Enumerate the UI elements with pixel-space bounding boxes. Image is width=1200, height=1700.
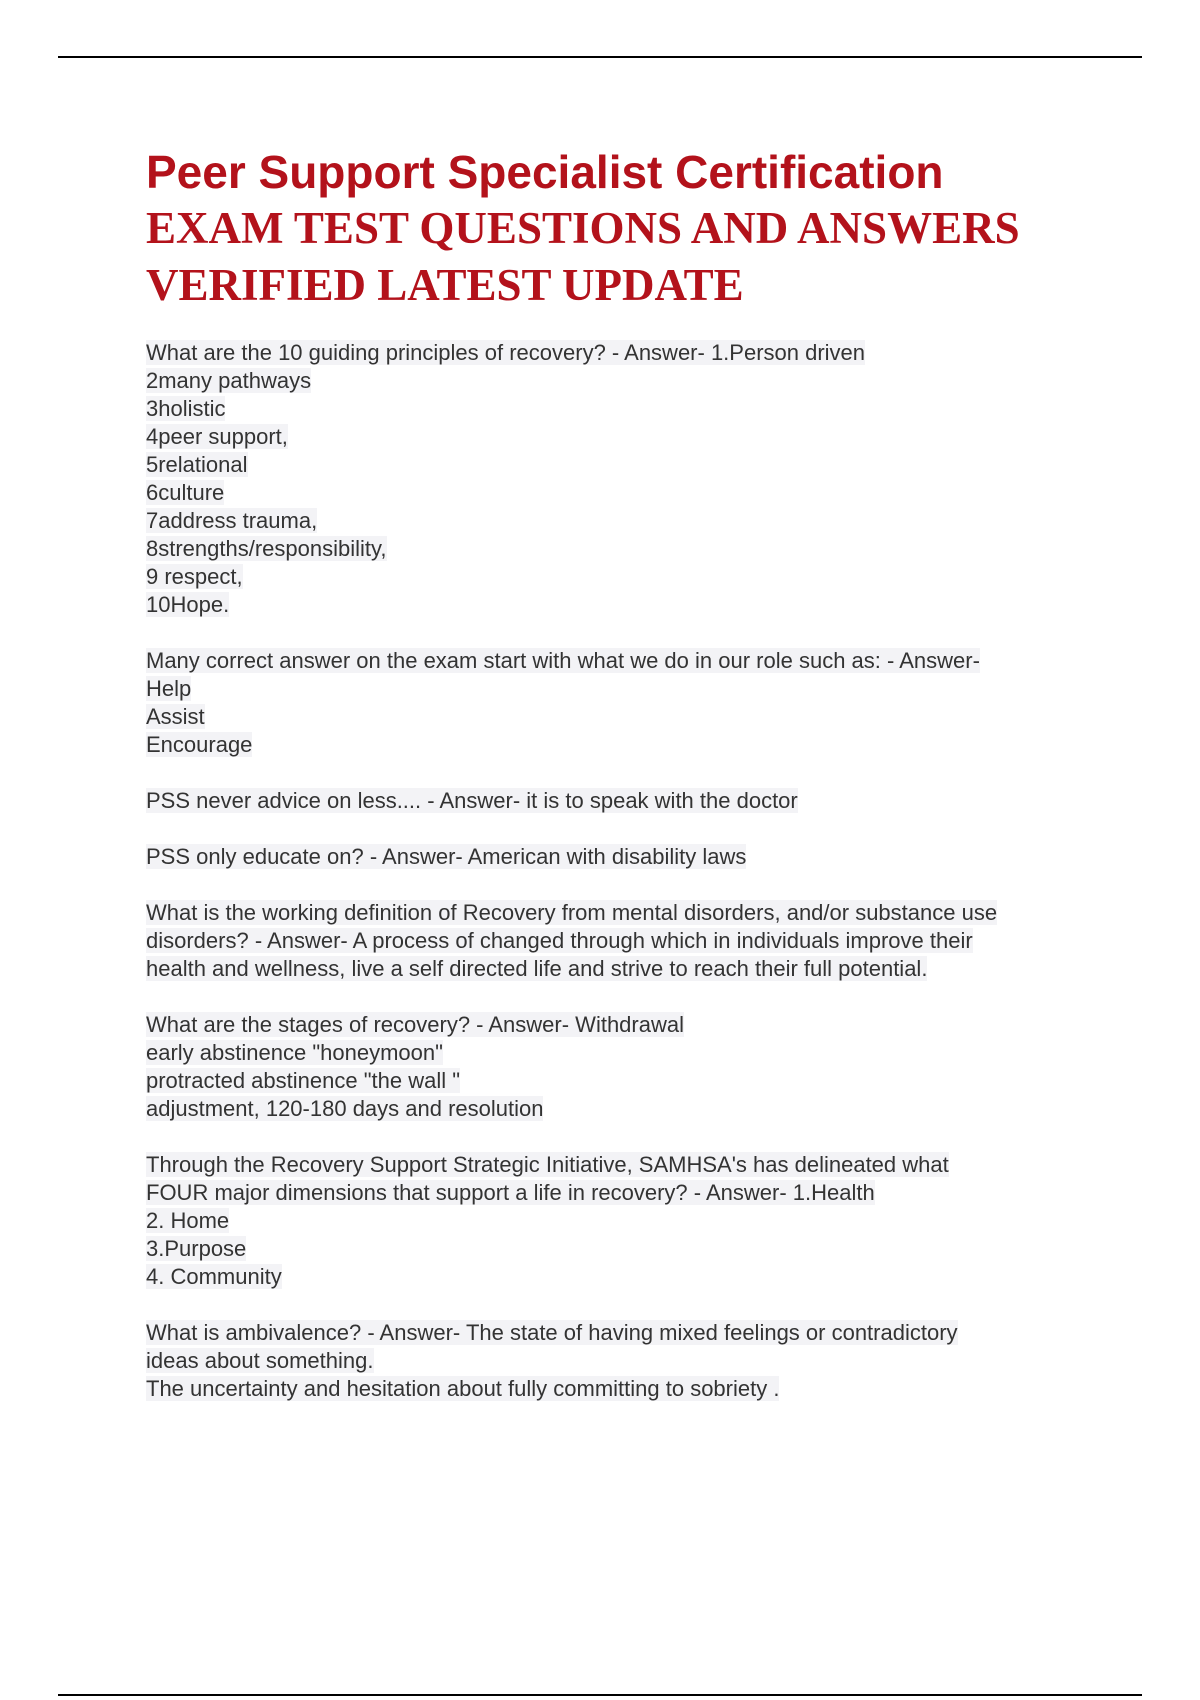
- qa-item: [146, 899, 1146, 983]
- qa-line: [146, 1067, 1146, 1095]
- qa-line-text: health and wellness, live a self directed life and strive to reach their full potential.: [146, 956, 928, 981]
- qa-line-text: Many correct answer on the exam start with what we do in our role such as: - Answer-: [146, 648, 980, 673]
- qa-line-text: 5relational: [146, 452, 248, 477]
- qa-line: [146, 479, 1146, 507]
- qa-item: [146, 843, 1146, 871]
- qa-line: [146, 1347, 1146, 1375]
- qa-line: [146, 1179, 1146, 1207]
- qa-line-text: FOUR major dimensions that support a life in recovery? - Answer- 1.Health: [146, 1180, 875, 1205]
- qa-line: [146, 647, 1146, 675]
- qa-list: [146, 339, 1146, 1431]
- qa-item: [146, 787, 1146, 815]
- qa-line-text: PSS never advice on less.... - Answer- it is to speak with the doctor: [146, 788, 798, 813]
- qa-line: [146, 787, 1146, 815]
- qa-line: [146, 451, 1146, 479]
- qa-line-text: 4peer support,: [146, 424, 288, 449]
- qa-line: [146, 1095, 1146, 1123]
- qa-item: [146, 647, 1146, 759]
- qa-line-text: ideas about something.: [146, 1348, 374, 1373]
- qa-line-text: disorders? - Answer- A process of changed through which in individuals improve their: [146, 928, 973, 953]
- qa-line-text: 9 respect,: [146, 564, 243, 589]
- qa-line: [146, 367, 1146, 395]
- qa-line-text: 6culture: [146, 480, 225, 505]
- qa-line-text: Encourage: [146, 732, 253, 757]
- qa-line-text: 4. Community: [146, 1264, 282, 1289]
- title-line-2: EXAM TEST QUESTIONS AND ANSWERS: [146, 203, 1020, 253]
- qa-line-text: Help: [146, 676, 192, 701]
- qa-line-text: early abstinence "honeymoon": [146, 1040, 443, 1065]
- qa-line: [146, 563, 1146, 591]
- qa-line: [146, 339, 1146, 367]
- qa-line: [146, 507, 1146, 535]
- qa-line: [146, 1207, 1146, 1235]
- qa-line-text: What is ambivalence? - Answer- The state of having mixed feelings or contradictory: [146, 1320, 958, 1345]
- qa-line: [146, 927, 1146, 955]
- title-line-1: Peer Support Specialist Certification: [146, 146, 944, 198]
- qa-line-text: What are the 10 guiding principles of recovery? - Answer- 1.Person driven: [146, 340, 866, 365]
- qa-item: [146, 1319, 1146, 1403]
- qa-line-text: 3holistic: [146, 396, 226, 421]
- qa-line: [146, 843, 1146, 871]
- qa-line-text: 8strengths/responsibility,: [146, 536, 387, 561]
- qa-line: [146, 1375, 1146, 1403]
- qa-line: [146, 703, 1146, 731]
- qa-line-text: 3.Purpose: [146, 1236, 247, 1261]
- qa-line-text: 2. Home: [146, 1208, 230, 1233]
- qa-line: [146, 1151, 1146, 1179]
- document-title: [146, 144, 1146, 314]
- qa-line-text: protracted abstinence "the wall ": [146, 1068, 461, 1093]
- qa-line-text: PSS only educate on? - Answer- American with disability laws: [146, 844, 747, 869]
- qa-line-text: The uncertainty and hesitation about fully committing to sobriety .: [146, 1376, 780, 1401]
- qa-line-text: 2many pathways: [146, 368, 312, 393]
- qa-line: [146, 1319, 1146, 1347]
- qa-line-text: Assist: [146, 704, 205, 729]
- qa-line-text: 7address trauma,: [146, 508, 318, 533]
- qa-line: [146, 1011, 1146, 1039]
- qa-line-text: 10Hope.: [146, 592, 230, 617]
- qa-line-text: What are the stages of recovery? - Answer- Withdrawal: [146, 1012, 684, 1037]
- qa-line: [146, 899, 1146, 927]
- title-line-3: VERIFIED LATEST UPDATE: [146, 260, 744, 310]
- qa-line-text: What is the working definition of Recovery from mental disorders, and/or substance use: [146, 900, 998, 925]
- qa-item: [146, 339, 1146, 619]
- qa-item: [146, 1011, 1146, 1123]
- bottom-rule: [58, 1694, 1142, 1696]
- qa-line: [146, 1039, 1146, 1067]
- qa-line: [146, 535, 1146, 563]
- qa-line: [146, 1263, 1146, 1291]
- qa-line-text: Through the Recovery Support Strategic Initiative, SAMHSA's has delineated what: [146, 1152, 949, 1177]
- qa-line: [146, 423, 1146, 451]
- qa-line: [146, 675, 1146, 703]
- top-rule: [58, 56, 1142, 58]
- qa-line: [146, 731, 1146, 759]
- qa-line: [146, 591, 1146, 619]
- qa-item: [146, 1151, 1146, 1291]
- qa-line: [146, 1235, 1146, 1263]
- qa-line-text: adjustment, 120-180 days and resolution: [146, 1096, 544, 1121]
- qa-line: [146, 395, 1146, 423]
- qa-line: [146, 955, 1146, 983]
